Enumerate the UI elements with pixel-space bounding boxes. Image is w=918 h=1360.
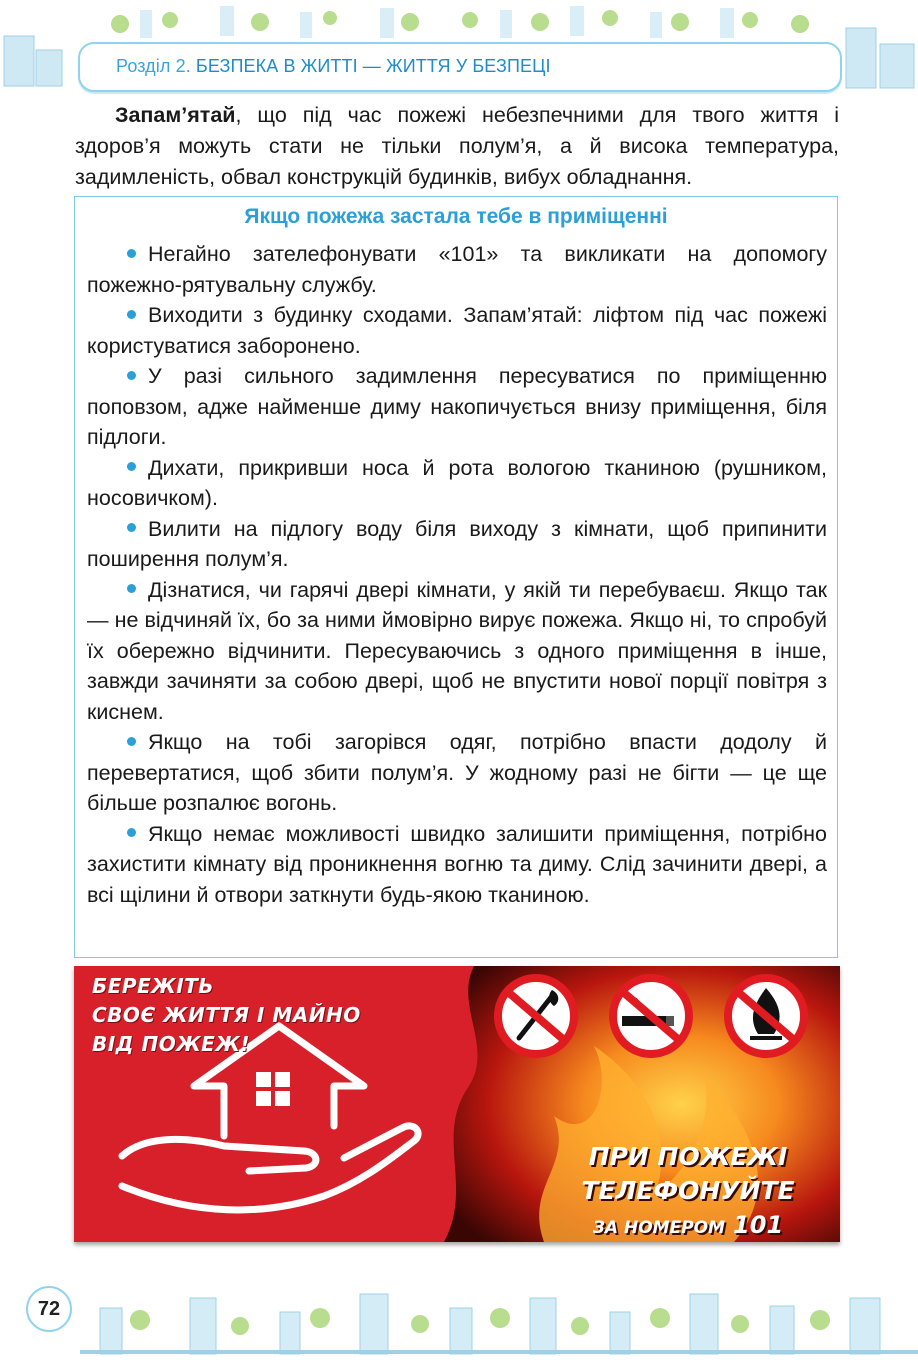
no-open-flame-icon [728, 978, 804, 1054]
bullet-icon [127, 249, 136, 258]
page-number: 72 [26, 1286, 72, 1332]
call-line-3: ЗА НОМЕРОМ 101 [592, 1211, 784, 1239]
section-header-text [116, 56, 551, 77]
bullet-icon [127, 371, 136, 380]
rule-item: Якщо на тобі загорівся одяг, потрібно впасти додолу й перевертатися, щоб збити полум’я. У жодному разі не бігти — це ще більше розпалює вогонь. [87, 730, 827, 815]
call-line-2: ТЕЛЕФОНУЙТЕ [581, 1176, 795, 1205]
bullet-icon [127, 737, 136, 746]
fire-safety-poster [74, 966, 840, 1242]
rule-item: Дихати, прикривши носа й рота вологою тканиною (рушником, носовичком). [87, 455, 827, 510]
rules-title: Якщо пожежа застала тебе в приміщенні [244, 205, 668, 228]
intro-bold-word: Запам’ятай [115, 103, 236, 127]
rules-box [74, 196, 838, 958]
rule-item: У разі сильного задимлення пересуватися по приміщенню поповзом, адже найменше диму накопичується внизу приміщення, біля підлоги. [87, 364, 827, 449]
section-header [78, 42, 842, 92]
section-title: БЕЗПЕКА В ЖИТТІ — ЖИТТЯ У БЕЗПЕЦІ [195, 56, 551, 76]
poster-slogan [92, 972, 361, 1059]
bullet-icon [127, 523, 136, 532]
rules-list [87, 239, 827, 910]
rule-item: Виходити з будинку сходами. Запам’ятай: ліфтом під час пожежі користуватися заборонено. [87, 303, 827, 358]
rule-item: Вилити на підлогу воду біля виходу з кімнати, щоб припинити поширення полум’я. [87, 516, 827, 571]
intro-text: , що під час пожежі небезпечними для твого життя і здоров’я можуть стати не тільки полум’я, а й висока температура, задимленість, обвал конструкцій будинків, вибух обладнання. [75, 103, 839, 189]
slogan-line: ВІД ПОЖЕЖ! [92, 1032, 250, 1056]
slogan-line: СВОЄ ЖИТТЯ І МАЙНО [92, 1003, 361, 1027]
no-matches-icon [498, 978, 574, 1054]
call-line-1: ПРИ ПОЖЕЖІ [588, 1142, 788, 1171]
bullet-icon [127, 462, 136, 471]
poster-call-text [560, 1140, 816, 1242]
house-window-icon [256, 1072, 290, 1106]
rule-item: Дізнатися, чи гарячі двері кімнати, у якій ти перебуваєш. Якщо так — не відчиняй їх, бо за ними ймовірно вирує пожежа. Якщо ні, то спробуй їх обережно відчинити. Пересуваючись з одного приміщення в інше, завжди зачиняти за собою двері, щоб не впустити нової порції повітря з киснем. [87, 577, 827, 724]
bullet-icon [127, 310, 136, 319]
section-number: Розділ 2. [116, 56, 191, 76]
intro-paragraph [75, 100, 839, 193]
no-smoking-icon [613, 978, 689, 1054]
rule-item: Негайно зателефонувати «101» та викликати на допомогу пожежно-рятувальну службу. [87, 242, 827, 297]
rule-item: Якщо немає можливості швидко залишити приміщення, потрібно захистити кімнату від проникнення вогню та диму. Слід зачинити двері, а всі щілини й отвори заткнути будь-якою тканиною. [87, 821, 827, 907]
emergency-number: 101 [733, 1211, 784, 1239]
footer-decoration [0, 1268, 918, 1360]
bullet-icon [127, 828, 136, 837]
slogan-line: БЕРЕЖІТЬ [92, 974, 215, 998]
bullet-icon [127, 584, 136, 593]
